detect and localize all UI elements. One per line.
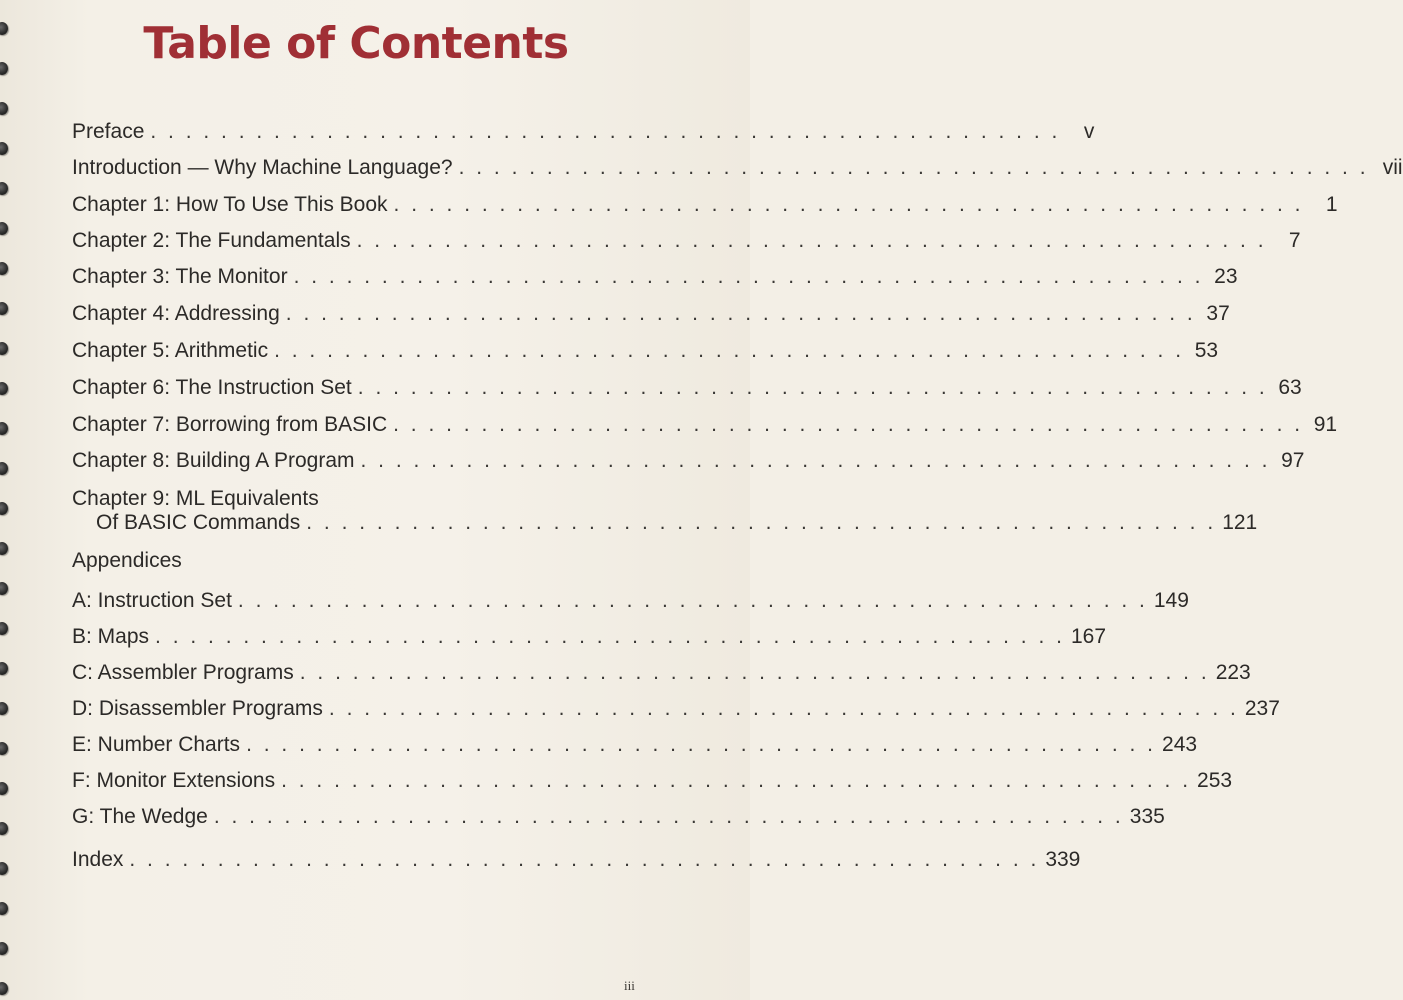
binding-ring: [0, 982, 8, 995]
leader-dots: . . . . . . . . . . . . . . . . . . . . . . . . . . . . . . . . . . . . . . . . . . . . . . . . . . . .: [285, 302, 1196, 325]
binding-ring: [0, 262, 8, 275]
binding-ring: [0, 102, 8, 115]
toc-page-number: 23: [1214, 265, 1238, 288]
toc-page-number: 223: [1215, 661, 1251, 684]
toc-entry-label: Preface: [72, 120, 145, 143]
toc-page-number: vii: [1382, 156, 1403, 179]
leader-dots: . . . . . . . . . . . . . . . . . . . . . . . . . . . . . . . . . . . . . . . . . . . . . . . . . . . .: [357, 376, 1268, 399]
toc-entry-chapter-9-line-1: Chapter 9: ML Equivalents: [72, 487, 319, 510]
toc-entry-label: Chapter 2: The Fundamentals: [72, 229, 351, 252]
binding-ring: [0, 782, 8, 795]
leader-dots: . . . . . . . . . . . . . . . . . . . . . . . . . . . . . . . . . . . . . . . . . . . . . . . . . . . .: [246, 733, 1157, 756]
leader-dots: . . . . . . . . . . . . . . . . . . . . . . . . . . . . . . . . . . . . . . . . . . . . . . . . . . . .: [328, 697, 1239, 720]
toc-page-number: 91: [1313, 413, 1338, 436]
toc-entry-label: Introduction — Why Machine Language?: [72, 156, 453, 179]
toc-entry-label: A: Instruction Set: [72, 589, 232, 612]
toc-page-number: 7: [1288, 229, 1301, 252]
toc-entry-appendix-f: [72, 769, 1233, 793]
toc-entry-chapter-1: [72, 193, 1338, 217]
leader-dots: . . . . . . . . . . . . . . . . . . . . . . . . . . . . . . . . . . . . . . . . . . . . . . . . . . . .: [458, 156, 1369, 179]
toc-entry-label: Chapter 8: Building A Program: [72, 449, 355, 472]
toc-entry-label: Chapter 4: Addressing: [72, 302, 280, 325]
toc-page-number: 149: [1153, 589, 1189, 612]
toc-entry-appendix-g: [72, 805, 1165, 829]
binding-ring: [0, 382, 8, 395]
toc-entry-appendix-a: [72, 589, 1189, 613]
leader-dots: . . . . . . . . . . . . . . . . . . . . . . . . . . . . . . . . . . . . . . . . . . . . . . . . . . . .: [213, 805, 1124, 828]
toc-entry-label: Chapter 3: The Monitor: [72, 265, 288, 288]
binding-ring: [0, 622, 8, 635]
leader-dots: . . . . . . . . . . . . . . . . . . . . . . . . . . . . . . . . . . . . . . . . . . . . . . . . . . . .: [129, 848, 1040, 871]
toc-entry-appendix-c: [72, 661, 1251, 685]
toc-entry-introduction: [72, 156, 1403, 180]
binding-ring: [0, 902, 8, 915]
leader-dots: . . . . . . . . . . . . . . . . . . . . . . . . . . . . . . . . . . . . . . . . . . . . . . . . . . . .: [306, 511, 1217, 534]
binding-ring: [0, 182, 8, 195]
toc-entry-chapter-8: [72, 449, 1305, 473]
toc-page-number: v: [1083, 120, 1095, 143]
appendices-heading: Appendices: [72, 549, 182, 572]
binding-ring: [0, 462, 8, 475]
toc-page-number: 339: [1045, 848, 1081, 871]
toc-page-number: 237: [1244, 697, 1280, 720]
toc-entry-label: Chapter 6: The Instruction Set: [72, 376, 352, 399]
toc-page-number: 1: [1325, 193, 1338, 216]
leader-dots: . . . . . . . . . . . . . . . . . . . . . . . . . . . . . . . . . . . . . . . . . . . . . . . . . . . .: [393, 413, 1304, 436]
toc-entry-label: F: Monitor Extensions: [72, 769, 276, 792]
binding-ring: [0, 342, 8, 355]
toc-entry-label: Chapter 5: Arithmetic: [72, 339, 269, 362]
binding-ring: [0, 662, 8, 675]
toc-entry-preface: [72, 120, 1095, 144]
toc-entry-chapter-9: [96, 511, 1258, 535]
toc-page-number: 63: [1278, 376, 1302, 399]
toc-entry-index: [72, 848, 1081, 872]
binding-ring: [0, 302, 8, 315]
leader-dots: . . . . . . . . . . . . . . . . . . . . . . . . . . . . . . . . . . . . . . . . . . . . . . . . . . . .: [299, 661, 1210, 684]
leader-dots: . . . . . . . . . . . . . . . . . . . . . . . . . . . . . . . . . . . . . . . . . . . . . . . . . . . .: [274, 339, 1185, 362]
toc-entry-label: Of BASIC Commands: [96, 511, 301, 534]
toc-entry-chapter-7: [72, 413, 1338, 437]
toc-page-number: 335: [1129, 805, 1165, 828]
toc-entry-appendix-b: [72, 625, 1107, 649]
toc-entry-label: D: Disassembler Programs: [72, 697, 323, 720]
toc-entry-appendix-e: [72, 733, 1198, 757]
binding-ring: [0, 822, 8, 835]
toc-page-number: 53: [1194, 339, 1219, 362]
toc-entry-label: Index: [72, 848, 124, 871]
binding-ring: [0, 542, 8, 555]
toc-page-number: 253: [1197, 769, 1233, 792]
spiral-binding: [0, 0, 16, 1000]
toc-entry-label: E: Number Charts: [72, 733, 241, 756]
toc-entry-chapter-6: [72, 376, 1302, 400]
toc-entry-label: Chapter 1: How To Use This Book: [72, 193, 388, 216]
leader-dots: . . . . . . . . . . . . . . . . . . . . . . . . . . . . . . . . . . . . . . . . . . . . . . . . . . . .: [293, 265, 1204, 288]
toc-page-number: 121: [1222, 511, 1258, 534]
toc-entry-label: Chapter 7: Borrowing from BASIC: [72, 413, 388, 436]
toc-entry-chapter-5: [72, 339, 1219, 363]
toc-entry-chapter-4: [72, 302, 1230, 326]
page-title: Table of Contents: [143, 18, 569, 69]
toc-entry-label: G: The Wedge: [72, 805, 208, 828]
binding-ring: [0, 742, 8, 755]
toc-page-number: 37: [1206, 302, 1230, 325]
binding-ring: [0, 422, 8, 435]
leader-dots: . . . . . . . . . . . . . . . . . . . . . . . . . . . . . . . . . . . . . . . . . . . . . . . . . . . .: [155, 625, 1065, 648]
binding-ring: [0, 142, 8, 155]
binding-ring: [0, 942, 8, 955]
toc-entry-chapter-3: [72, 265, 1238, 289]
toc-entry-label: B: Maps: [72, 625, 150, 648]
toc-page-number: 97: [1281, 449, 1305, 472]
page-folio: iii: [624, 978, 635, 993]
leader-dots: . . . . . . . . . . . . . . . . . . . . . . . . . . . . . . . . . . . . . . . . . . . . . . . . . . . .: [237, 589, 1148, 612]
toc-entry-appendix-d: [72, 697, 1280, 721]
leader-dots: . . . . . . . . . . . . . . . . . . . . . . . . . . . . . . . . . . . . . . . . . . . . . . . . . . . .: [393, 193, 1304, 216]
binding-ring: [0, 582, 8, 595]
binding-ring: [0, 502, 8, 515]
leader-dots: . . . . . . . . . . . . . . . . . . . . . . . . . . . . . . . . . . . . . . . . . . . . . . . . . . . .: [150, 120, 1061, 143]
leader-dots: . . . . . . . . . . . . . . . . . . . . . . . . . . . . . . . . . . . . . . . . . . . . . . . . . . . .: [281, 769, 1192, 792]
binding-ring: [0, 702, 8, 715]
toc-entry-label: C: Assembler Programs: [72, 661, 294, 684]
leader-dots: . . . . . . . . . . . . . . . . . . . . . . . . . . . . . . . . . . . . . . . . . . . . . . . . . . . .: [360, 449, 1271, 472]
toc-page-number: 167: [1070, 625, 1107, 648]
binding-ring: [0, 862, 8, 875]
binding-ring: [0, 222, 8, 235]
leader-dots: . . . . . . . . . . . . . . . . . . . . . . . . . . . . . . . . . . . . . . . . . . . . . . . . . . . .: [356, 229, 1267, 252]
toc-page-number: 243: [1162, 733, 1198, 756]
toc-entry-chapter-2: [72, 229, 1301, 253]
